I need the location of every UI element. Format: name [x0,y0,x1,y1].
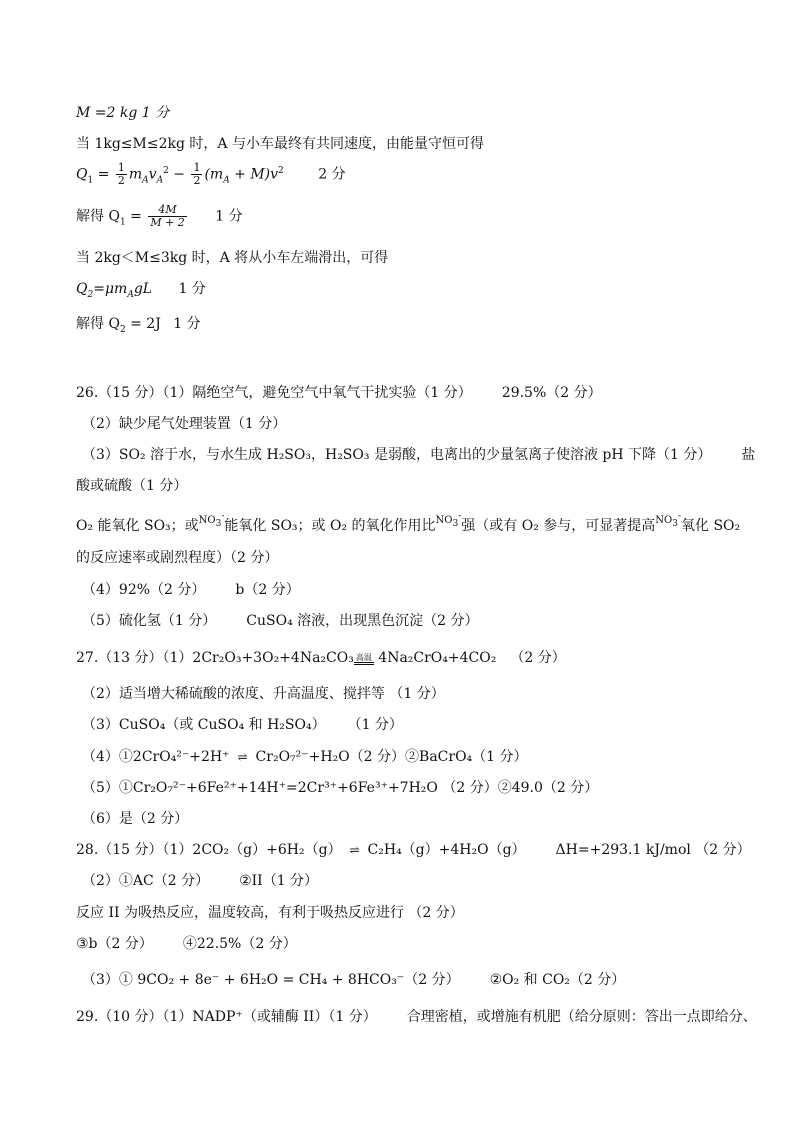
q27-line-5 [82,778,598,798]
q26-line-4 [76,476,187,496]
q26-line-2 [82,414,286,434]
line-condition-1 [76,134,484,154]
text-b: C₂H₄（g）+4H₂O（g） [367,842,526,858]
line-text: 当 2kg＜M≤3kg 时，A 将从小车左端滑出，可得 [76,250,389,266]
line-condition-2 [76,248,388,268]
q28-line-5 [82,970,625,990]
score: 1 分 [173,316,201,332]
line-text: （4）92%（2 分） [82,582,206,598]
equilibrium-arrow-icon: ⇌ [237,750,248,764]
line-text: （5）①Cr₂O₇²⁻+6Fe²⁺+14H⁺=2Cr³⁺+6Fe³⁺+7H₂O （2 分）②49.0（2 分） [82,780,599,796]
line-text-2: 29.5%（2 分） [501,385,602,401]
no3: NO [435,515,453,526]
line-text: 酸或硫酸（1 分） [76,478,188,494]
end: gL [133,281,153,297]
q26-line-6 [76,548,278,568]
score: 1 分 [178,281,206,297]
q26-line-3 [82,445,755,465]
text-a: （4）①2CrO₄²⁻+2H⁺ [82,749,230,765]
line-text: 解得 Q [76,316,120,332]
line-solve-q2 [76,314,201,334]
eq-minus: − [168,166,190,183]
text-c: 强（或有 O₂ 参与，可显著提高 [461,518,656,534]
line-text: 26.（15 分）（1）隔绝空气，避免空气中氧气干扰实验（1 分） [76,385,472,401]
q28-line-2 [82,871,318,891]
q27-line-6 [82,809,188,829]
eq-tail2: + M)v [229,166,279,183]
fraction-half [116,162,127,187]
line-text-2: ②O₂ 和 CO₂（2 分） [489,972,626,988]
q28-line-4 [76,934,297,954]
text-a: O₂ 能氧化 SO₃；或 [76,518,199,534]
frac-num: 1 [117,161,125,174]
eq-sub: 1 [87,175,94,186]
line-text-2: CuSO₄ 溶液，出现黑色沉淀（2 分） [246,613,479,629]
eq-m: m [128,166,143,183]
q27-line-2 [82,684,445,704]
line-mass-result [76,103,169,123]
sub: 2 [119,324,126,335]
nitrate-3: NO3- [655,511,681,529]
line-text: M =2 kg 1 分 [76,105,170,121]
text-b: 4Na₂CrO₄+4CO₂ [378,650,497,666]
nitrate-1: NO3- [198,511,225,529]
line-q2-formula [76,279,206,299]
frac-num: 4M [148,204,186,217]
line-text: 的反应速率或剧烈程度）（2 分） [76,550,279,566]
frac-den: 2 [117,174,125,187]
text-b: Cr₂O₇²⁻+H₂O（2 分）②BaCrO₄（1 分） [255,749,528,765]
line-text-2: 盐 [741,447,756,463]
line-text: （3）SO₂ 溶于水，与水生成 H₂SO₃，H₂SO₃ 是弱酸，电离出的少量氢离子使溶液 pH 下降（1 分） [82,447,712,463]
line-text: （6）是（2 分） [82,811,189,827]
text-c: （2 分） [510,650,566,666]
no3: NO [198,515,216,526]
frac-num: 1 [193,161,201,174]
line-text: （2）适当增大稀硫酸的浓度、升高温度、搅拌等 （1 分） [82,686,445,702]
text-b: 能氧化 SO₃；或 O₂ 的氧化作用比 [224,518,436,534]
text-d: 氧化 SO₂ [681,518,741,534]
fraction-half-2 [191,162,202,187]
score: 2 分 [318,166,346,183]
rest: = 2J [125,316,161,332]
sub: 2 [87,289,94,300]
text-a: 28.（15 分）（1）2CO₂（g）+6H₂（g） [76,842,342,858]
high-temp-condition: 高温 [354,653,374,665]
line-text-2: ②II（1 分） [239,873,319,889]
fraction-4m [148,204,186,229]
q: Q [76,281,88,297]
eq-tail: (m [204,166,224,183]
equation-q1: $Q_1$ = $\frac{1}{2}$ $m_Av_A^2$ − $\frac{1}{2}$ $(m_A + M)v^2$ 2 分 [76,161,346,187]
line-text: 29.（10 分）（1）NADP⁺（或辅酶 II）（1 分） [76,1009,377,1025]
line-text-2: （1 分） [347,717,403,733]
line-text: （2）缺少尾气处理装置（1 分） [82,416,287,432]
line-text: 解得 Q [76,208,120,225]
text-c: ΔH=+293.1 kJ/mol （2 分） [555,842,751,858]
line-text-2: b（2 分） [235,582,300,598]
q28-line-1 [76,840,751,860]
q28-line-3 [76,903,464,923]
q26-line-7 [82,580,300,600]
line-text: ③b（2 分） [76,936,153,952]
q26-line-8 [82,611,478,631]
equilibrium-arrow-icon: ⇌ [349,843,360,857]
nitrate-2: NO3- [435,511,462,529]
eq-v: v [148,166,157,183]
frac-den: 2 [193,174,201,187]
q27-line-1 [76,648,566,668]
line-text: 反应 II 为吸热反应，温度较高，有利于吸热反应进行 （2 分） [76,905,464,921]
equals: = [125,208,147,225]
line-text-2: 合理密植，或增施有机肥（给分原则：答出一点即给分、 [406,1009,757,1025]
q27-line-4 [82,747,528,767]
line-text: 当 1kg≤M≤2kg 时，A 与小车最终有共同速度，由能量守恒可得 [76,136,484,152]
frac-den: M + 2 [150,216,185,229]
line-text: （5）硫化氢（1 分） [82,613,217,629]
line-text-2: ④22.5%（2 分） [182,936,297,952]
rest: =μm [93,281,128,297]
q29-line-1 [76,1007,757,1027]
eq-equals: = [93,166,114,183]
text-a: 27.（13 分）（1）2Cr₂O₃+3O₂+4Na₂CO₃ [76,650,354,666]
line-text: （2）①AC（2 分） [82,873,210,889]
q26-line-1 [76,383,602,403]
no3: NO [655,515,673,526]
score: 1 分 [215,208,243,225]
line-text: （3）CuSO₄（或 CuSO₄ 和 H₂SO₄） [82,717,326,733]
line-text: （3）① 9CO₂ + 8e⁻ + 6H₂O = CH₄ + 8HCO₃⁻（2 分） [82,972,460,988]
line-solve-q1 [76,204,243,229]
sub: 1 [119,217,126,228]
q27-line-3 [82,715,403,735]
q26-line-5 [76,511,741,538]
sub-a: A [127,289,134,300]
eq-q: Q [76,166,88,183]
